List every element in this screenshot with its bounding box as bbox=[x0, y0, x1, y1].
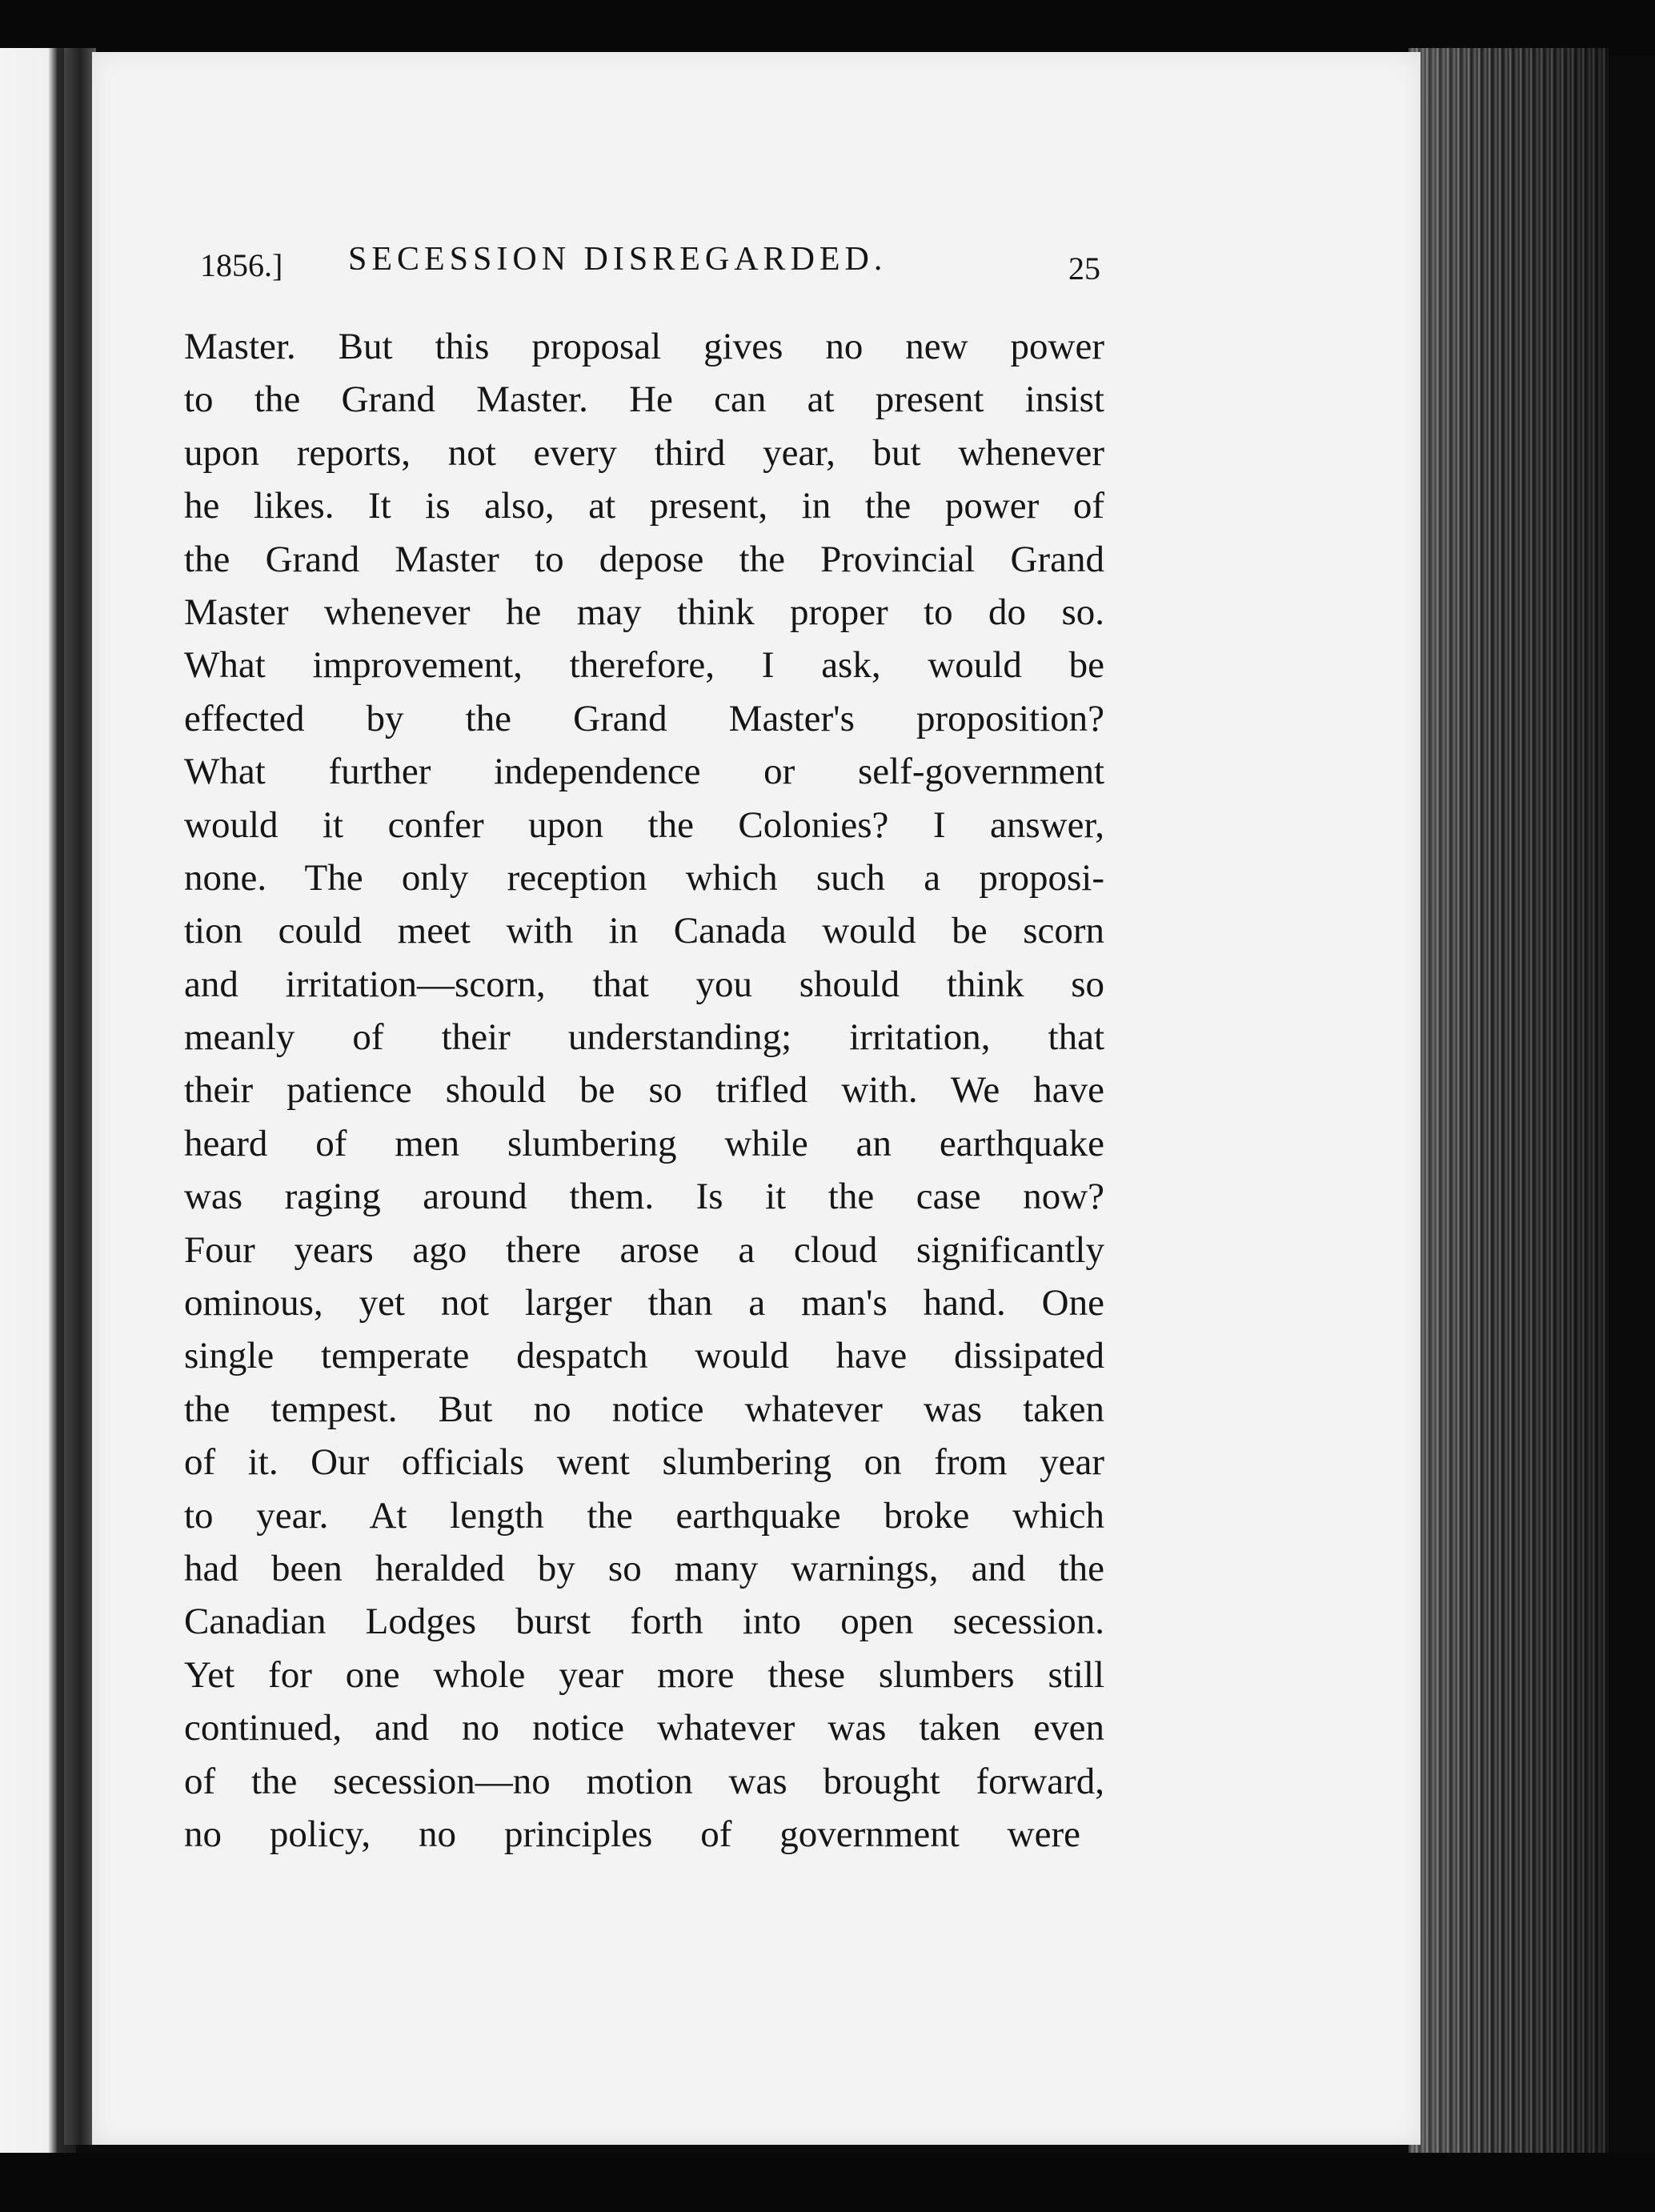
body-text bbox=[184, 320, 1104, 1861]
text-line: was raging around them. Is it the case now? bbox=[184, 1176, 1104, 1218]
text-line: Four years ago there arose a cloud significantly bbox=[184, 1228, 1104, 1271]
text-line: none. The only reception which such a proposi- bbox=[184, 856, 1104, 899]
text-line: heard of men slumbering while an earthquake bbox=[184, 1122, 1104, 1164]
text-line: Canadian Lodges burst forth into open secession. bbox=[184, 1601, 1104, 1643]
text-line: continued, and no notice whatever was taken even bbox=[184, 1707, 1104, 1749]
text-line: single temperate despatch would have dissipated bbox=[184, 1335, 1104, 1377]
header-title: SECESSION DISREGARDED. bbox=[348, 241, 888, 278]
book-gutter bbox=[64, 48, 96, 2145]
text-line: upon reports, not every third year, but whenever bbox=[184, 431, 1104, 474]
text-line: had been heralded by so many warnings, and the bbox=[184, 1547, 1104, 1589]
running-header bbox=[200, 240, 1112, 296]
text-line: tion could meet with in Canada would be scorn bbox=[184, 910, 1104, 952]
page-block-shading bbox=[1409, 48, 1609, 2209]
text-line: their patience should be so trifled with. We have bbox=[184, 1069, 1104, 1112]
text-line: What further independence or self-government bbox=[184, 751, 1104, 793]
text-line: ominous, yet not larger than a man's hand. One bbox=[184, 1282, 1104, 1324]
header-year: 1856.] bbox=[200, 247, 283, 283]
text-line: Master. But this proposal gives no new power bbox=[184, 326, 1104, 367]
text-line: meanly of their understanding; irritation, that bbox=[184, 1016, 1104, 1059]
text-line: the Grand Master to depose the Provincial Grand bbox=[184, 538, 1104, 580]
scan-top-border bbox=[0, 0, 1655, 56]
text-line: Yet for one whole year more these slumbers still bbox=[184, 1653, 1104, 1696]
text-line: no policy, no principles of government were bbox=[184, 1813, 1080, 1855]
text-line: of the secession—no motion was brought forward, bbox=[184, 1760, 1104, 1802]
text-line: What improvement, therefore, I ask, would be bbox=[184, 644, 1104, 687]
text-line: to the Grand Master. He can at present insist bbox=[184, 379, 1104, 421]
text-line: of it. Our officials went slumbering on from year bbox=[184, 1441, 1104, 1484]
page-number: 25 bbox=[1068, 250, 1100, 287]
text-line: to year. At length the earthquake broke which bbox=[184, 1494, 1104, 1537]
text-line: and irritation—scorn, that you should think so bbox=[184, 963, 1104, 1005]
text-line: Master whenever he may think proper to do so. bbox=[184, 591, 1104, 633]
scan-bottom-border bbox=[0, 2153, 1655, 2212]
text-line: would it confer upon the Colonies? I answer, bbox=[184, 803, 1104, 846]
text-line: effected by the Grand Master's proposition? bbox=[184, 697, 1104, 739]
text-line: he likes. It is also, at present, in the power of bbox=[184, 485, 1104, 527]
text-line: the tempest. But no notice whatever was taken bbox=[184, 1388, 1104, 1430]
